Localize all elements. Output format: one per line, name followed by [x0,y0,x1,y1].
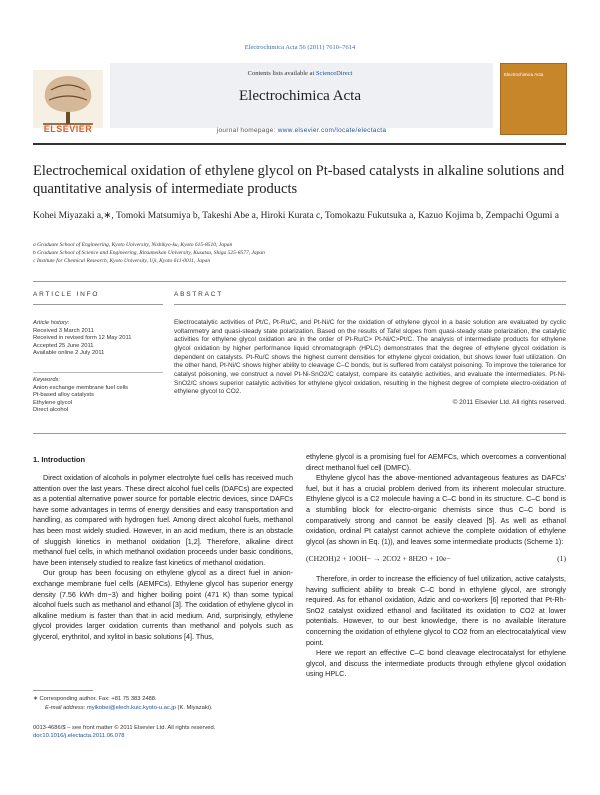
history-line: Available online 2 July 2011 [33,350,105,357]
journal-homepage [110,127,493,134]
article-info [33,320,163,415]
footnote-corresponding: ∗ Corresponding author. Fax: +81 75 383 2488. [33,696,157,702]
copyright-line: © 2011 Elsevier Ltd. All rights reserved. [452,398,566,406]
abstract-rule [174,304,566,305]
left-column [33,473,293,643]
abstract-bottom-rule [33,433,566,434]
body-paragraph: Our group has been focusing on ethylene glycol as a direct fuel in anion-exchange membrane fuel cells (AEMFCs). Ethylene glycol has superior energy density (7.56 kWh dm−3) and higher boiling point (471 K) than some typical alcohol fuels such as methanol and ethanol [3]. The oxidation of ethylene glycol in alkaline medium is faster than that in acid medium. And, surprisingly, ethylene glycol provides larger oxidation currents than methanol and polyols such as glycerol, erythritol, and xylitol in basic solutions [4]. Thus, [33,568,293,641]
article-info-heading: ARTICLE INFO [33,291,100,298]
body-paragraph: ethylene glycol is a promising fuel for AEMFCs, which overcomes a conventional direct methanol fuel cell (DMFC). [306,452,566,472]
article-history-label: Article history: [33,320,70,326]
email-link[interactable]: myikobei@elech.kuic.kyoto-u.ac.jp [86,705,176,711]
affiliation-a: a Graduate School of Engineering, Kyoto University, Nishikyo-ku, Kyoto 615-8510, Japan [33,242,233,248]
affiliation-c: c Institute for Chemical Research, Kyoto University, Uji, Kyoto 611-0011, Japan [33,258,211,264]
keywords-label: Keywords: [33,376,61,383]
email-suffix: (K. Miyazaki). [175,705,213,711]
equation-1: (CH2OH)2 + 10OH− → 2CO2 + 8H2O + 10e− [306,554,451,564]
journal-reference[interactable]: Electrochimica Acta 56 (2011) 7610–7614 [244,44,356,51]
keyword-item: Anion exchange membrane fuel cells [33,384,129,391]
abstract-text [174,319,566,408]
header-rule [33,143,566,145]
article-title: Electrochemical oxidation of ethylene glycol on Pt-based catalysts in alkaline solutions and quantitative analysis of intermediate products [33,163,565,197]
section-heading-introduction: 1. Introduction [33,455,86,464]
article-info-rule [33,304,163,305]
history-line: Accepted 25 June 2011 [33,342,94,349]
sciencedirect-link[interactable]: ScienceDirect [315,70,353,77]
equation-number: (1) [557,554,566,564]
history-line: Received 3 March 2011 [33,327,94,334]
footnote-email [45,705,305,712]
abstract-heading: ABSTRACT [174,291,224,298]
body-paragraph: Direct oxidation of alcohols in polymer electrolyte fuel cells has received much attention over the last years. These direct alcohol fuel cells (DAFCs) are expected as a potential alternative power source for portable electric devices, since DAFCs have some advantages in terms of energy densities and easy transportation and handling, as compared with hydrogen fuel. Among direct alcohol fuels, methanol has been most widely studied. However, in an acid medium, there is an obstacle of sluggish kinetics in methanol oxidation [1,2]. Therefore, alkaline direct methanol fuel cells, in which methanol oxidation proceeds under basic conditions, have been intensely studied to realize fast kinetics of methanol oxidation. [33,473,293,567]
keyword-item: Direct alcohol [33,407,69,414]
keyword-item: Ethylene glycol [33,399,72,406]
email-label: E-mail address: [45,705,87,711]
contents-prefix: Contents lists available at [247,70,316,77]
issn-line: 0013-4686/$ – see front matter © 2011 Elsevier Ltd. All rights reserved. [33,725,216,731]
homepage-prefix: journal homepage: [216,127,278,134]
journal-title: Electrochimica Acta [238,88,362,104]
body-paragraph: Therefore, in order to increase the efficiency of fuel utilization, active catalysts, having sufficient ability to break C–C bond in ethylene glycol, are strongly required. As for ethanol oxidation, Adzic and co-workers [6] reported that Pt-Rh-SnO2 catalyst oxidized ethanol and facilitated its oxidation to CO2 at lower potentials. However, to our best knowledge, there is no available literature concerning the oxidation of ethylene glycol to CO2 from an electrocatalytical view point. [306,573,566,647]
doi-line [33,733,293,740]
body-paragraph: Ethylene glycol has the above-mentioned advantageous features as DAFCs' fuel, but it has a crucial problem derived from its inherent molecular structure. Ethylene glycol is a C2 molecule having a C–C bond in its structure. C–C bond is a stumbling block for electro-organic chemists since thus C–C bond is comparatively strong and cannot be easily cleaved [5]. As well as ethanol oxidation, ordinal Pt catalyst cannot achieve the complete oxidation of ethylene glycol (as shown in Eq. (1)), and leaves some intermediate products (Scheme 1): [306,473,566,546]
keyword-item: Pt-based alloy catalysts [33,392,94,399]
homepage-link[interactable]: www.elsevier.com/locate/electacta [277,127,387,134]
affiliation-b: b Graduate School of Science and Engineering, Ritsumeikan University, Kusatsu, Shiga 525-8577, Japan [33,250,265,256]
history-line: Received in revised form 12 May 2011 [33,335,132,342]
author-list: Kohei Miyazaki a,∗, Tomoki Matsumiya b, Takeshi Abe a, Hiroki Kurata c, Tomokazu Fukutsuka a, Kazuo Kojima b, Zempachi Ogumi a [33,211,559,221]
body-paragraph: Here we report an effective C–C bond cleavage electrocatalyst for ethylene glycol, and discuss the intermediate products through ethylene glycol oxidation using HPLC. [306,648,566,679]
affiliation-rule [33,281,566,282]
info-divider [33,358,163,373]
cover-title: Electrochimica Acta [504,72,544,77]
elsevier-wordmark: ELSEVIER [43,124,93,134]
equation-row [306,554,566,565]
right-column [306,452,566,680]
doi-link[interactable]: doi:10.1016/j.electacta.2011.06.078 [33,733,125,739]
abstract-body: Electrocatalytic activities of Pt/C, Pt-Ru/C, and Pt-Ni/C for the oxidation of ethylene glycol in a basic solution are evaluated by cyclic voltammetry and quasi-steady state polarization. Based on the results of Tafel slopes from quasi-steady state polarization, the catalytic activities for ethylene glycol oxidation are in the order of Pt-Ru/C> Pt-Ni/C>Pt/C. The analysis of intermediate products for ethylene glycol oxidation by higher performance liquid chromatograph (HPLC) demonstrates that the degree of ethylene glycol oxidation is dependent on catalysts. Pt-Ru/C shows the highest current densities for ethylene glycol oxidation, but shows lower fuel utilization. On the other hand, Pt-Ni/C shows higher ability to cleavage C–C bonds, but is suffered from catalyst poisoning. To improve the tolerance for catalyst poisoning, we construct a novel Pt-Ni-SnO2/C catalyst, compare its catalytic activities, and evaluate the intermediates. Pt-Ni-SnO2/C shows superior catalytic activities for ethylene glycol oxidation, resulting in the highest degree of complete electro-oxidation of ethylene glycol to CO2. [174,319,566,396]
footnote-rule [33,690,93,691]
